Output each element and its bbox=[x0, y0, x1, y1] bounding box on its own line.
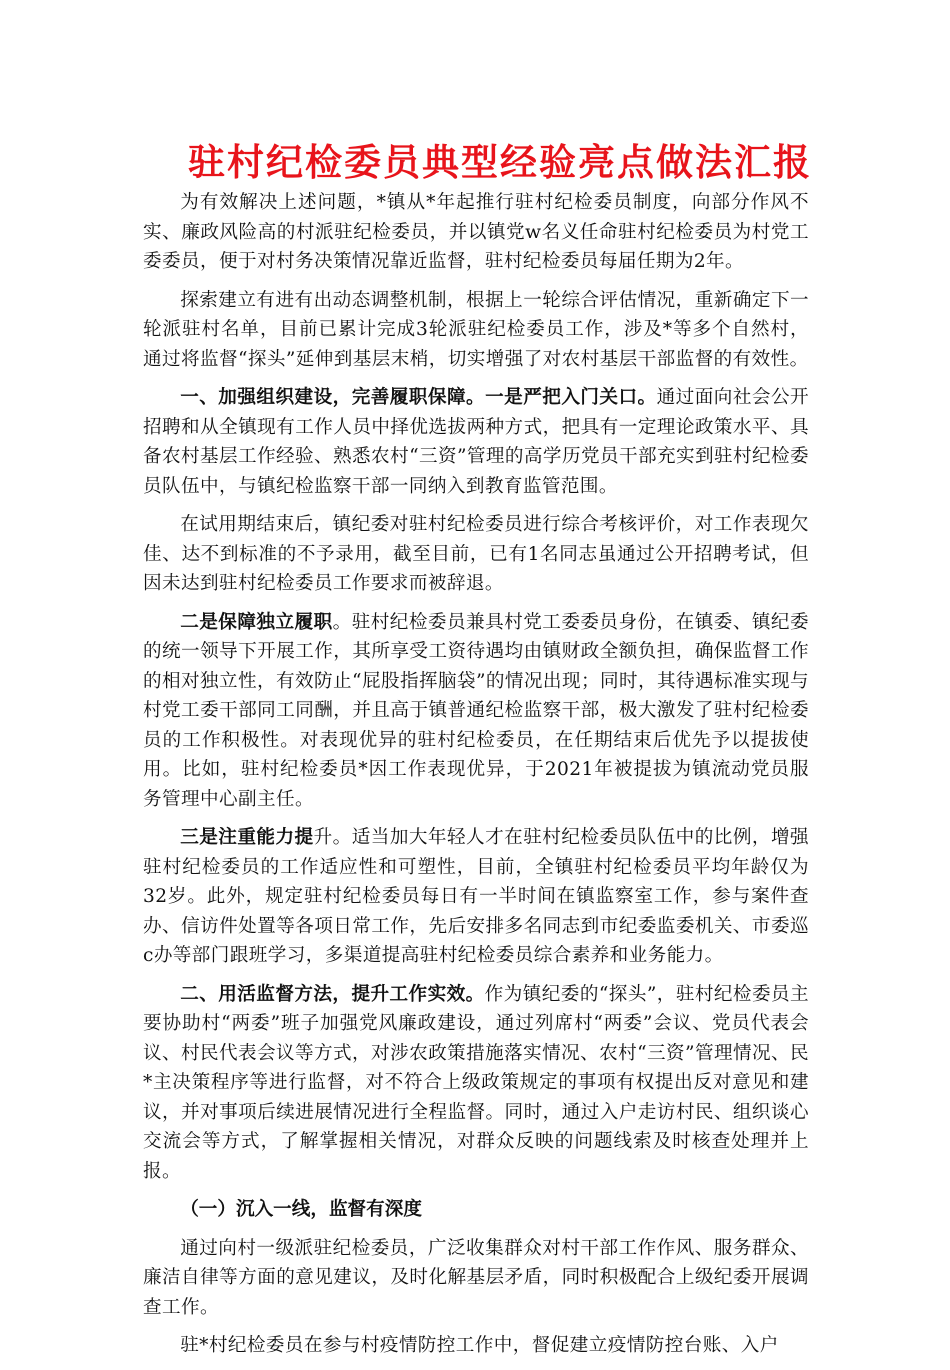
paragraph-3 bbox=[143, 383, 809, 501]
paragraph-9: 驻*村纪检委员在参与村疫情防控工作中，督促建立疫情防控台账、入户 bbox=[180, 1335, 779, 1356]
paragraph-7-text: 作为镇纪委的“探头”，驻村纪检委员主要协助村“两委”班子加强党风廉政建设，通过列席村“两委”会议、党员代表会议、村民代表会议等方式，对涉农政策措施落实情况、农村“三资”管理情况、民*主决策程序等进行监督，对不符合上级政策规定的事项有权提出反对意见和建议，并对事项后续进展情况进行全程监督。同时，通过入户走访村民、组织谈心交流会等方式，了解掌握相关情况，对群众反映的问题线索及时核查处理并上报。 bbox=[143, 983, 809, 1182]
point-3-heading: 三是注重能力提 bbox=[180, 827, 314, 848]
paragraph-2: 探索建立有进有出动态调整机制，根据上一轮综合评估情况，重新确定下一轮派驻村名单，目前已累计完成3轮派驻纪检委员工作，涉及*等多个自然村，通过将监督“探头”延伸到基层末梢，切实增强了对农村基层干部监督的有效性。 bbox=[143, 289, 809, 370]
paragraph-4: 在试用期结束后，镇纪委对驻村纪检委员进行综合考核评价，对工作表现欠佳、达不到标准的不予录用，截至目前，已有1名同志虽通过公开招聘考试，但因未达到驻村纪检委员工作要求而被辞退。 bbox=[143, 514, 809, 594]
paragraph-5-text: 。驻村纪检委员兼具村党工委委员身份，在镇委、镇纪委的统一领导下开展工作，其所享受工资待遇均由镇财政全额负担，确保监督工作的相对独立性，有效防止“屁股指挥脑袋”的情况出现；同时，其待遇标准实现与村党工委干部同工同酬，并且高于镇普通纪检监察干部，极大激发了驻村纪检委员的工作积极性。对表现优异的驻村纪检委员，在任期结束后优先予以提拔使用。比如，驻村纪检委员*因工作表现优异，于2021年被提拔为镇流动党员服务管理中心副主任。 bbox=[143, 611, 809, 810]
paragraph-3-text: 通过面向社会公开招聘和从全镇现有工作人员中择优选拔两种方式，把具有一定理论政策水平、具备农村基层工作经验、熟悉农村“三资”管理的高学历党员干部充实到驻村纪检委员队伍中，与镇纪检监察干部一同纳入到教育监管范围。 bbox=[143, 387, 809, 497]
paragraph-8: 通过向村一级派驻纪检委员，广泛收集群众对村干部工作作风、服务群众、廉洁自律等方面的意见建议，及时化解基层矛盾，同时积极配合上级纪委开展调查工作。 bbox=[143, 1237, 809, 1318]
section-1-heading: 一、加强组织建设，完善履职保障。一是严把入门关口。 bbox=[180, 387, 657, 408]
paragraph-6 bbox=[143, 823, 809, 971]
paragraph-7 bbox=[143, 980, 809, 1187]
document-body bbox=[143, 188, 809, 1370]
paragraph-6-text: 升。适当加大年轻人才在驻村纪检委员队伍中的比例，增强驻村纪检委员的工作适应性和可塑性，目前，全镇驻村纪检委员平均年龄仅为32岁。此外，规定驻村纪检委员每日有一半时间在镇监察室工作，参与案件查办、信访件处置等各项日常工作，先后安排多名同志到市纪委监委机关、市委巡c办等部门跟班学习，多渠道提高驻村纪检委员综合素养和业务能力。 bbox=[143, 827, 809, 966]
subsection-1-heading: （一）沉入一线，监督有深度 bbox=[180, 1199, 422, 1220]
section-2-heading: 二、用活监督方法，提升工作实效。 bbox=[180, 983, 485, 1005]
paragraph-1: 为有效解决上述问题，*镇从*年起推行驻村纪检委员制度，向部分作风不实、廉政风险高的村派驻纪检委员，并以镇党w名义任命驻村纪检委员为村党工委委员，便于对村务决策情况靠近监督，驻村纪检委员每届任期为2年。 bbox=[143, 192, 809, 272]
paragraph-5 bbox=[143, 608, 809, 815]
point-2-heading: 二是保障独立履职 bbox=[180, 611, 333, 633]
document-title: 驻村纪检委员典型经验亮点做法汇报 bbox=[188, 140, 812, 184]
